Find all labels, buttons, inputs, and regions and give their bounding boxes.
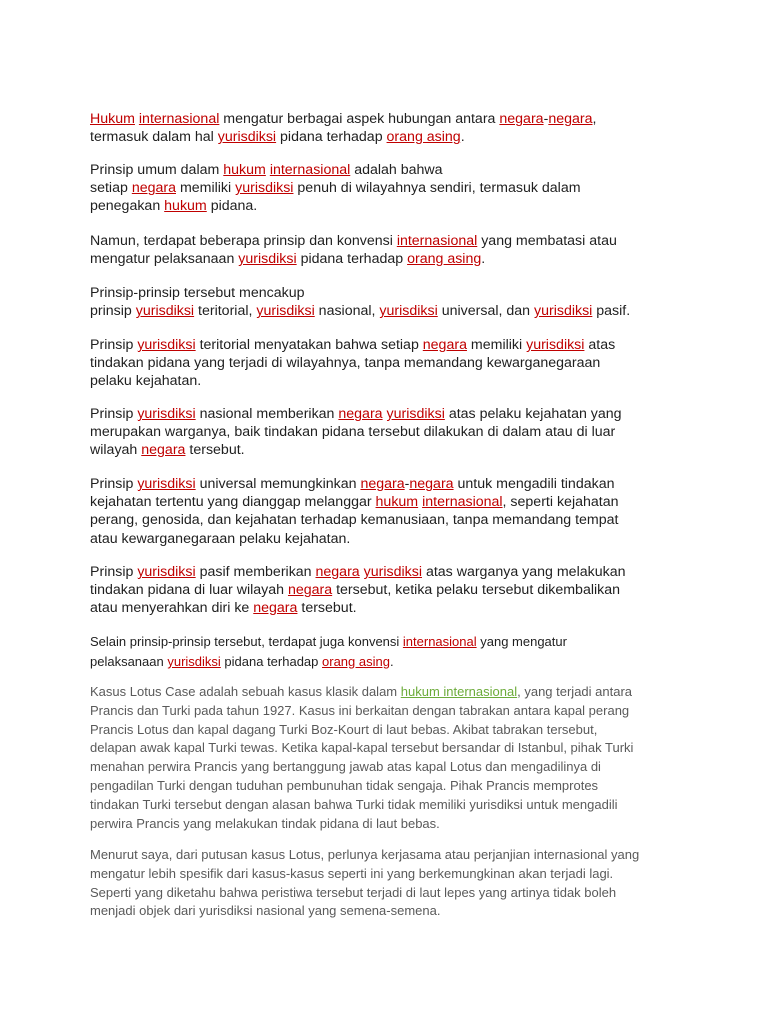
text-line	[90, 110, 690, 128]
text-run: delapan awak kapal Turki tewas. Ketika kapal-kapal tersebut bersandar di Istanbul, pihak Turki	[90, 740, 634, 756]
text-run: tindakan pidana yang terjadi di wilayahnya, tanpa memandang kewarganegaraan	[90, 355, 601, 372]
text-run: memiliki	[176, 180, 236, 197]
text-line	[90, 302, 690, 320]
text-line	[90, 777, 690, 796]
text-run: mengatur berbagai aspek hubungan antara	[219, 111, 500, 127]
text-run: universal, dan	[437, 303, 534, 320]
text-run: atas warganya yang melakukan	[422, 564, 626, 580]
text-run: -	[543, 111, 549, 127]
hyperlink[interactable]: hukum	[223, 162, 266, 178]
hyperlink[interactable]: orang asing	[407, 251, 482, 268]
text-line	[90, 372, 690, 390]
hyperlink[interactable]: internasional	[138, 111, 220, 127]
text-run: mengatur lebih spesifik dari kasus-kasus seperti ini yang berkemungkinan akan terjadi lagi.	[90, 865, 614, 881]
hyperlink[interactable]: yurisdiksi	[217, 129, 277, 146]
hyperlink[interactable]: negara	[548, 111, 593, 127]
text-line	[90, 652, 690, 672]
text-line	[90, 128, 690, 146]
text-run: setiap	[90, 180, 132, 197]
text-run: wilayah	[90, 442, 142, 459]
text-run: , seperti kejahatan	[502, 494, 619, 511]
hyperlink[interactable]: yurisdiksi	[379, 303, 438, 320]
hyperlink[interactable]: orang asing	[322, 654, 390, 669]
text-run: Prinsip	[90, 476, 138, 492]
text-line	[90, 796, 690, 815]
text-run: menahan perwira Prancis yang bertanggung jawab atas kapal Lotus dan mengadilinya di	[90, 759, 601, 775]
text-run: tersebut, ketika pelaku tersebut dikembalikan	[332, 582, 621, 599]
hyperlink[interactable]: hukum	[164, 198, 207, 215]
text-run: tersebut.	[297, 600, 357, 617]
hyperlink[interactable]: negara	[360, 476, 405, 492]
text-run: atau menyerahkan diri ke	[90, 600, 254, 617]
text-line	[90, 511, 690, 529]
text-line	[90, 581, 690, 599]
text-line	[90, 884, 690, 903]
text-run: prinsip	[90, 303, 136, 320]
text-run: untuk mengadili tindakan	[453, 476, 615, 492]
paragraph-5	[90, 336, 690, 391]
paragraph-7	[90, 475, 690, 548]
text-line	[90, 405, 690, 423]
text-run: pasif.	[592, 303, 631, 320]
text-line	[90, 336, 690, 354]
hyperlink[interactable]: yurisdiksi	[238, 251, 297, 268]
hyperlink[interactable]: yurisdiksi	[386, 406, 445, 422]
text-line	[90, 179, 690, 197]
text-line	[90, 161, 690, 179]
hyperlink[interactable]: yurisdiksi	[137, 337, 196, 353]
hyperlink[interactable]: negara	[253, 600, 298, 617]
hyperlink[interactable]: yurisdiksi	[235, 180, 294, 197]
text-run: menjadi objek dari yurisdiksi nasional yang semena-semena.	[90, 903, 441, 919]
paragraph-11	[90, 846, 690, 921]
text-run: mengatur pelaksanaan	[90, 251, 239, 268]
text-run: Prinsip	[90, 564, 138, 580]
text-run: .	[481, 251, 486, 268]
text-line	[90, 493, 690, 511]
text-run: pidana terhadap	[276, 129, 387, 146]
text-run: atas	[584, 337, 616, 353]
text-run: nasional memberikan	[195, 406, 339, 422]
text-run: pidana terhadap	[220, 654, 323, 669]
text-line	[90, 758, 690, 777]
text-run: memiliki	[466, 337, 527, 353]
paragraph-9	[90, 632, 690, 672]
paragraph-4	[90, 284, 690, 320]
paragraph-10	[90, 683, 690, 833]
paragraph-2	[90, 161, 690, 216]
hyperlink[interactable]: negara	[409, 476, 454, 492]
text-run: Kasus Lotus Case adalah sebuah kasus klasik dalam	[90, 684, 401, 699]
paragraph-8	[90, 563, 690, 618]
text-line	[90, 354, 690, 372]
text-run: tindakan Turki tersebut dengan alasan bahwa Turki tidak memiliki yurisdiksi untuk mengadili	[90, 796, 618, 812]
text-run: termasuk dalam hal	[90, 129, 218, 146]
text-run: tersebut.	[185, 442, 245, 459]
text-line	[90, 232, 690, 250]
text-run: Prinsip	[90, 337, 138, 353]
hyperlink[interactable]: negara	[422, 337, 467, 353]
hyperlink[interactable]: yurisdiksi	[256, 303, 315, 320]
text-line	[90, 846, 690, 865]
text-run: Menurut saya, dari putusan kasus Lotus, perlunya kerjasama atau perjanjian internasional yang	[90, 847, 640, 862]
text-line	[90, 702, 690, 721]
hyperlink[interactable]: negara	[141, 442, 186, 459]
text-run: kejahatan tertentu yang dianggap melanggar	[90, 494, 376, 511]
text-run: teritorial,	[194, 303, 257, 320]
hyperlink[interactable]: internasional	[269, 162, 351, 178]
paragraph-1	[90, 110, 690, 146]
hyperlink[interactable]: internasional	[422, 494, 503, 511]
paragraph-3	[90, 232, 690, 268]
text-line	[90, 599, 690, 617]
hyperlink[interactable]: yurisdiksi	[137, 476, 196, 492]
text-line	[90, 250, 690, 268]
text-run: pidana terhadap	[296, 251, 408, 268]
text-line	[90, 815, 690, 834]
text-run: yang mengatur	[476, 634, 567, 649]
hyperlink[interactable]: internasional	[402, 634, 477, 649]
text-run: yang membatasi atau	[477, 233, 617, 249]
paragraph-6	[90, 405, 690, 460]
hyperlink[interactable]: hukum internasional	[400, 684, 518, 699]
text-line	[90, 739, 690, 758]
text-run: pidana.	[206, 198, 258, 215]
text-run: atas pelaku kejahatan yang	[444, 406, 622, 422]
text-run: -	[404, 476, 410, 492]
text-run: nasional,	[314, 303, 380, 320]
hyperlink[interactable]: yurisdiksi	[363, 564, 422, 580]
text-run: penegakan	[90, 198, 165, 215]
text-run: teritorial menyatakan bahwa setiap	[195, 337, 423, 353]
text-run: tindakan pidana di luar wilayah	[90, 582, 288, 599]
text-run: pelaksanaan	[90, 654, 168, 669]
hyperlink[interactable]: yurisdiksi	[135, 303, 195, 320]
text-run: , yang terjadi antara	[517, 684, 633, 699]
text-run: pasif memberikan	[195, 564, 316, 580]
text-run: Seperti yang diketahu bahwa peristiwa tersebut terjadi di laut lepes yang artinya tidak boleh	[90, 884, 617, 900]
text-line	[90, 423, 690, 441]
hyperlink[interactable]: negara	[315, 564, 360, 580]
text-run: ,	[592, 111, 597, 127]
text-line	[90, 683, 690, 702]
text-run: adalah bahwa	[350, 162, 443, 178]
text-line	[90, 530, 690, 548]
hyperlink[interactable]: internasional	[396, 233, 478, 249]
text-line	[90, 721, 690, 740]
hyperlink[interactable]: negara	[131, 180, 176, 197]
hyperlink[interactable]: negara	[499, 111, 544, 127]
text-line	[90, 284, 690, 302]
text-run: universal memungkinkan	[195, 476, 361, 492]
text-line	[90, 197, 690, 215]
text-line	[90, 865, 690, 884]
hyperlink[interactable]: hukum	[375, 494, 419, 511]
hyperlink[interactable]: negara	[287, 582, 333, 599]
hyperlink[interactable]: Hukum	[90, 111, 135, 127]
text-run: Namun, terdapat beberapa prinsip dan konvensi	[90, 233, 397, 249]
text-line	[90, 563, 690, 581]
text-run: perwira Prancis yang melakukan tindak pidana di laut bebas.	[90, 815, 440, 831]
text-line	[90, 632, 690, 652]
hyperlink[interactable]: yurisdiksi	[167, 654, 221, 669]
text-run: Selain prinsip-prinsip tersebut, terdapat juga konvensi	[90, 634, 403, 649]
hyperlink[interactable]: yurisdiksi	[137, 406, 196, 422]
text-run: pengadilan Turki dengan tuduhan pembunuhan tidak sengaja. Pihak Prancis memprotes	[90, 777, 599, 793]
text-run: Prinsip umum dalam	[90, 162, 224, 178]
text-run: merupakan warganya, baik tindakan pidana tersebut dilakukan di dalam atau di luar	[90, 424, 616, 441]
text-run: .	[389, 654, 394, 669]
text-line	[90, 441, 690, 459]
text-run: perang, genosida, dan kejahatan terhadap kemanusiaan, tanpa memandang tempat	[90, 512, 619, 529]
text-run: pelaku kejahatan.	[90, 373, 202, 390]
text-run: .	[460, 129, 465, 146]
hyperlink[interactable]: yurisdiksi	[533, 303, 593, 320]
text-run: Prancis Lotus dan kapal dagang Turki Boz-Kourt di laut bebas. Akibat tabrakan tersebut,	[90, 721, 598, 737]
hyperlink[interactable]: negara	[338, 406, 383, 422]
text-line	[90, 475, 690, 493]
text-run: Prinsip-prinsip tersebut mencakup	[90, 285, 305, 301]
text-run: Prancis dan Turki pada tahun 1927. Kasus ini berkaitan dengan tabrakan antara kapal perang	[90, 702, 630, 718]
hyperlink[interactable]: yurisdiksi	[137, 564, 196, 580]
hyperlink[interactable]: orang asing	[386, 129, 461, 146]
text-run: penuh di wilayahnya sendiri, termasuk dalam	[293, 180, 581, 197]
text-run: atau kewarganegaraan pelaku kejahatan.	[90, 530, 351, 547]
text-line	[90, 902, 690, 921]
text-run: Prinsip	[90, 406, 138, 422]
hyperlink[interactable]: yurisdiksi	[526, 337, 585, 353]
